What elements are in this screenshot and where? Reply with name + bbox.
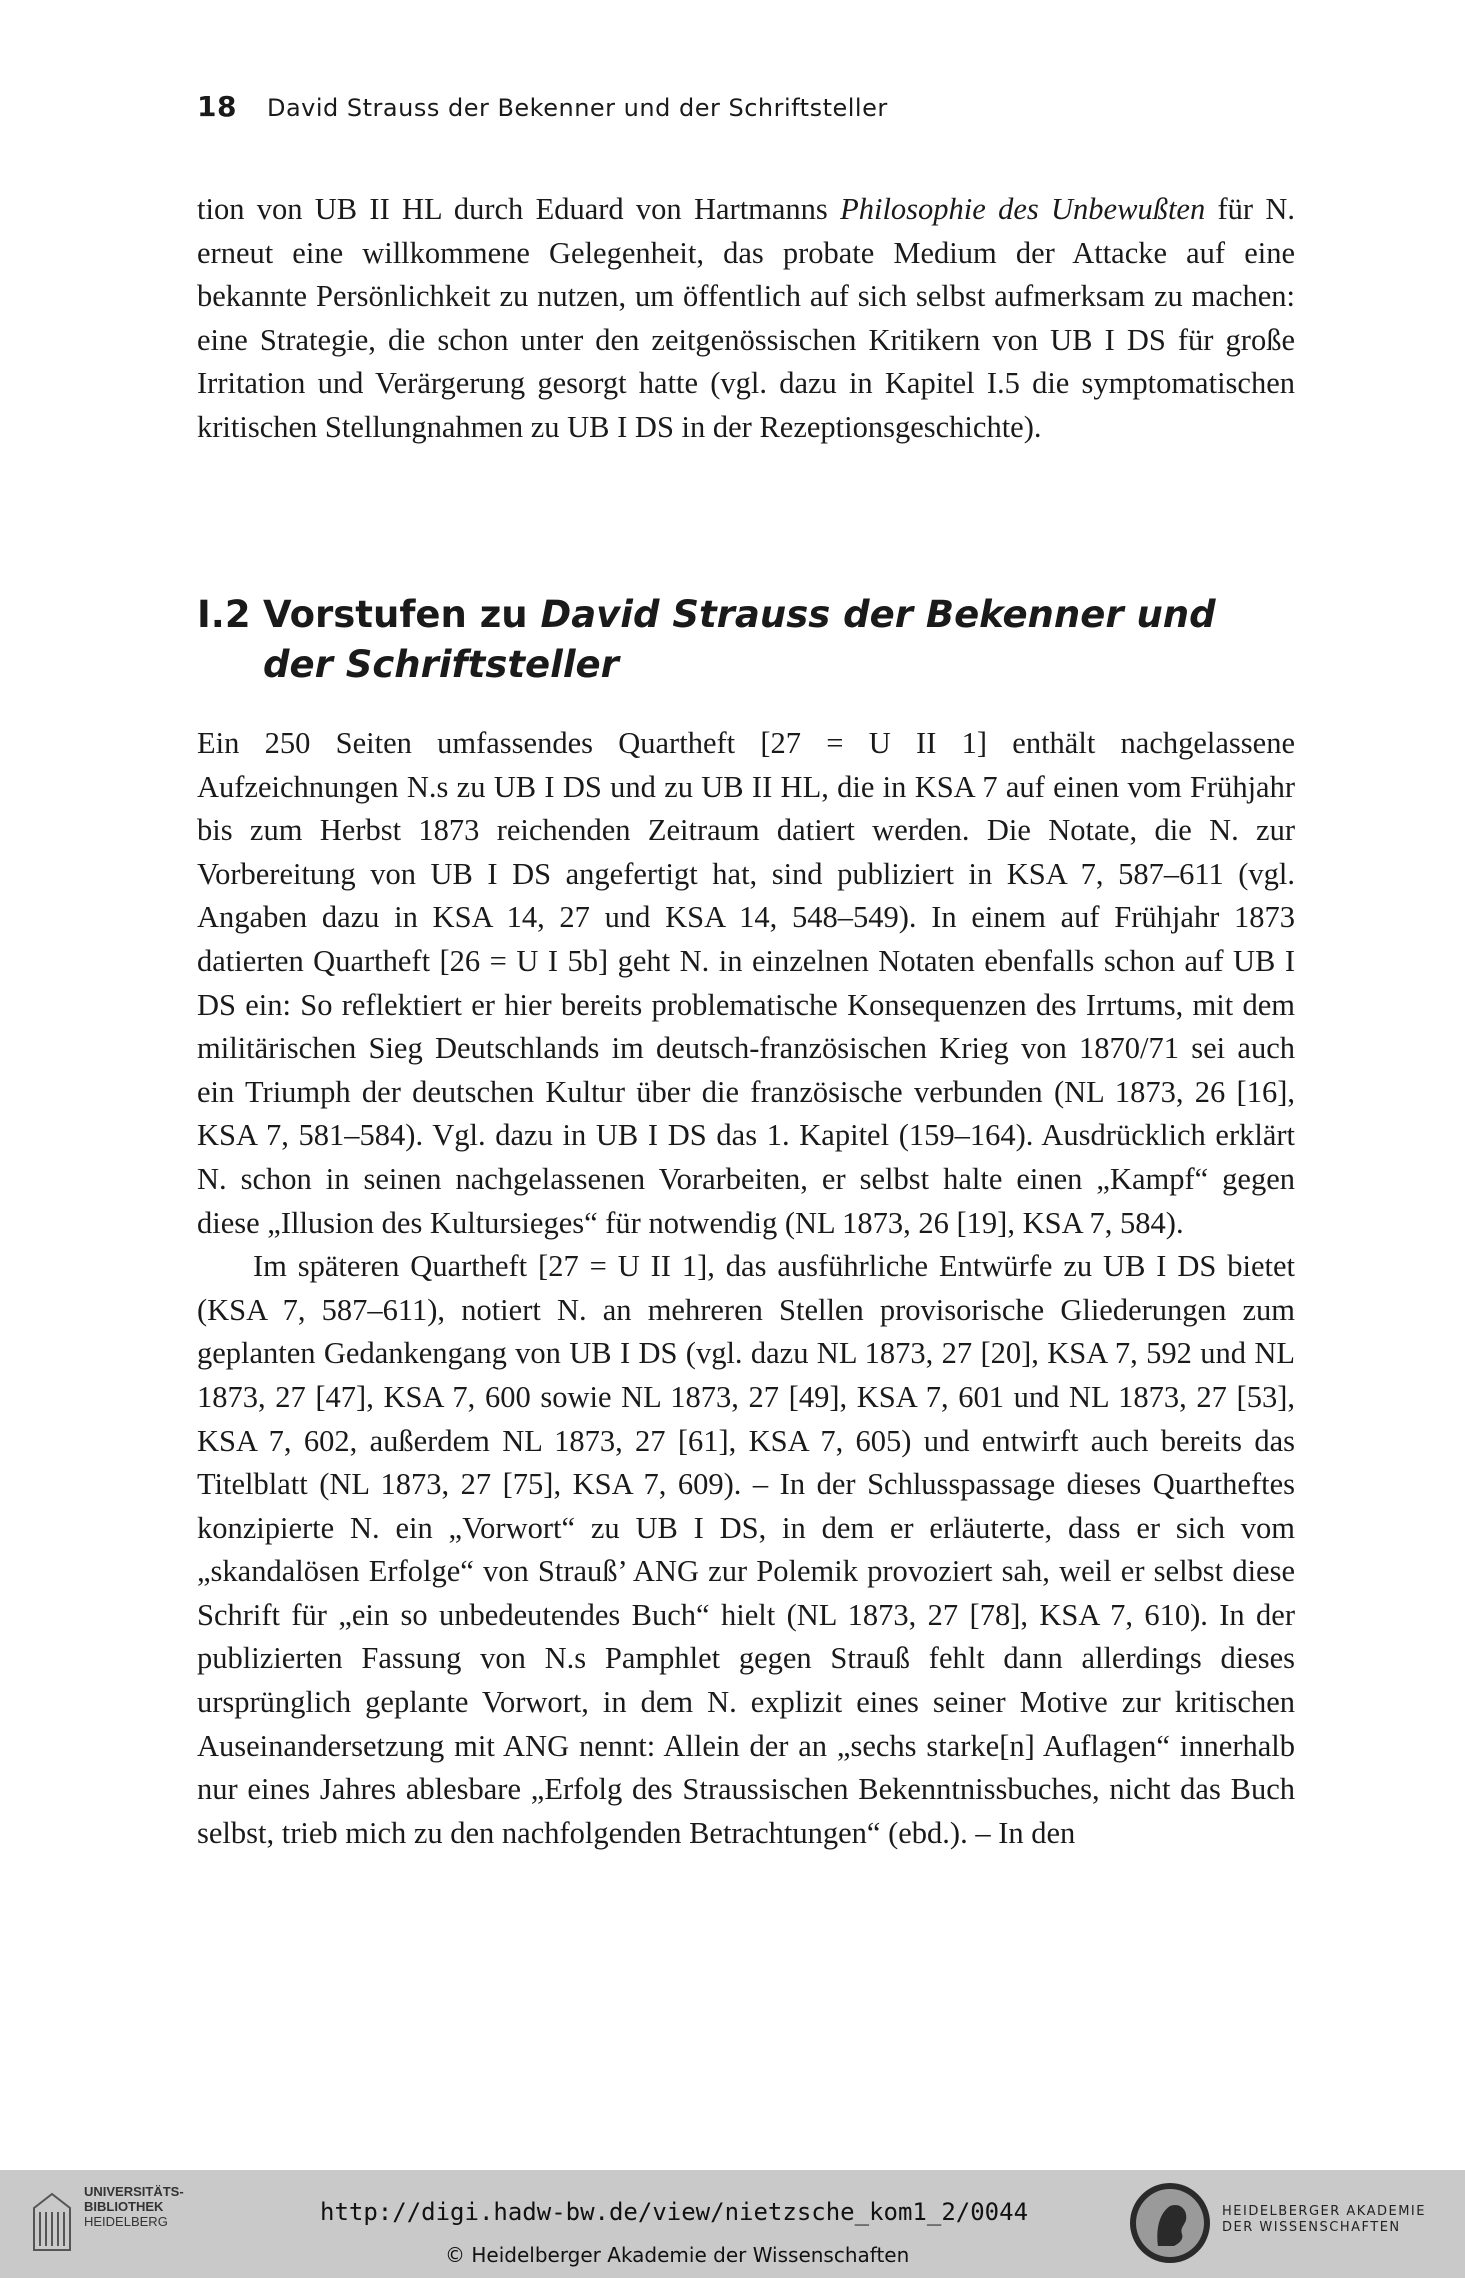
footer-bar [0,2170,1465,2278]
academy-line: HEIDELBERGER AKADEMIE [1222,2204,1426,2219]
section-title-italic-line2: der Schriftsteller [263,643,619,686]
book-title-italic: Philosophie des Unbewußten [840,192,1206,226]
document-url-link[interactable]: http://digi.hadw-bw.de/view/nietzsche_kom1_2/0044 [320,2198,1029,2226]
library-line: BIBLIOTHEK [84,2199,164,2214]
paragraph-continued [197,188,1295,450]
academy-name [1222,2204,1426,2236]
paragraph-2: Im späteren Quartheft [27 = U II 1], das ausführliche Entwürfe zu UB I DS bietet (KSA 7, 587–611), notiert N. an mehreren Stellen provisorische Gliederungen zum geplanten Gedankengang von UB I DS (vgl. dazu NL 1873, 27 [20], KSA 7, 592 und NL 1873, 27 [47], KSA 7, 600 sowie NL 1873, 27 [49], KSA 7, 601 und NL 1873, 27 [53], KSA 7, 602, außerdem NL 1873, 27 [61], KSA 7, 605) und entwirft auch bereits das Titelblatt (NL 1873, 27 [75], KSA 7, 609). – In der Schlusspassage dieses Quartheftes konzipierte N. ein „Vorwort“ zu UB I DS, in dem er erläuterte, dass er sich vom „skandalösen Erfolge“ von Strauß’ ANG zur Polemik provoziert sah, weil er selbst diese Schrift für „ein so unbedeutendes Buch“ hielt (NL 1873, 27 [78], KSA 7, 610). In der publizierten Fassung von N.s Pamphlet gegen Strauß fehlt dann allerdings dieses ursprünglich geplante Vorwort, in dem N. explizit eines seiner Motive zur kritischen Auseinandersetzung mit ANG nennt: Allein der an „sechs starke[n] Auflagen“ innerhalb nur eines Jahres ablesbare „Erfolg des Straussischen Bekenntnissbuches, nicht das Buch selbst, trieb mich zu den nachfolgenden Betrachtungen“ (ebd.). – In den [197,1249,1295,1850]
text-segment: tion von UB II HL durch Eduard von Hartmanns [197,192,841,226]
section-body [197,722,1295,1855]
running-header [197,90,1297,123]
university-library-name [84,2184,184,2229]
section-title-italic: David Strauss der Bekenner und [540,593,1216,636]
section-title-plain: Vorstufen zu [263,593,541,636]
paragraph-1: Ein 250 Seiten umfassendes Quartheft [27 = U II 1] enthält nachgelassene Aufzeichnungen N.s zu UB I DS und zu UB II HL, die in KSA 7 auf einen vom Frühjahr bis zum Herbst 1873 reichenden Zeitraum datiert werden. Die Notate, die N. zur Vorbereitung von UB I DS angefertigt hat, sind publiziert in KSA 7, 587–611 (vgl. Angaben dazu in KSA 14, 27 und KSA 14, 548–549). In einem auf Frühjahr 1873 datierten Quartheft [26 = U I 5b] geht N. in einzelnen Notaten ebenfalls schon auf UB I DS ein: So reflektiert er hier bereits problematische Konsequenzen des Irrtums, mit dem militärischen Sieg Deutschlands im deutsch-französischen Krieg von 1870/71 sei auch ein Triumph der deutschen Kultur über die französische verbunden (NL 1873, 26 [16], KSA 7, 581–584). Vgl. dazu in UB I DS das 1. Kapitel (159–164). Ausdrücklich erklärt N. schon in seinen nachgelassenen Vorarbeiten, er selbst halte einen „Kampf“ gegen diese „Illusion des Kultursieges“ für notwendig (NL 1873, 26 [19], KSA 7, 584). [197,726,1295,1240]
running-title: David Strauss der Bekenner und der Schriftsteller [266,94,888,122]
copyright-notice: © Heidelberger Akademie der Wissenschaften [445,2243,910,2267]
academy-seal-icon [1128,2180,1212,2266]
academy-line: DER WISSENSCHAFTEN [1222,2220,1401,2235]
paragraph-text [197,188,1295,450]
text-segment: für N. erneut eine willkommene Gelegenheit, das probate Medium der Attacke auf eine bekannte Persönlichkeit zu nutzen, um öffentlich auf sich selbst aufmerksam zu machen: eine Strategie, die schon unter den zeitgenössischen Kritikern von UB I DS für große Irritation und Verärgerung gesorgt hatte (vgl. dazu in Kapitel I.5 die symptomatischen kritischen Stellungnahmen zu UB I DS in der Rezeptionsgeschichte). [197,192,1295,444]
library-line: UNIVERSITÄTS- [84,2184,184,2199]
section-heading [197,590,1297,690]
section-number: I.2 [197,593,251,636]
page-number: 18 [197,90,237,123]
library-line: HEIDELBERG [84,2214,168,2229]
